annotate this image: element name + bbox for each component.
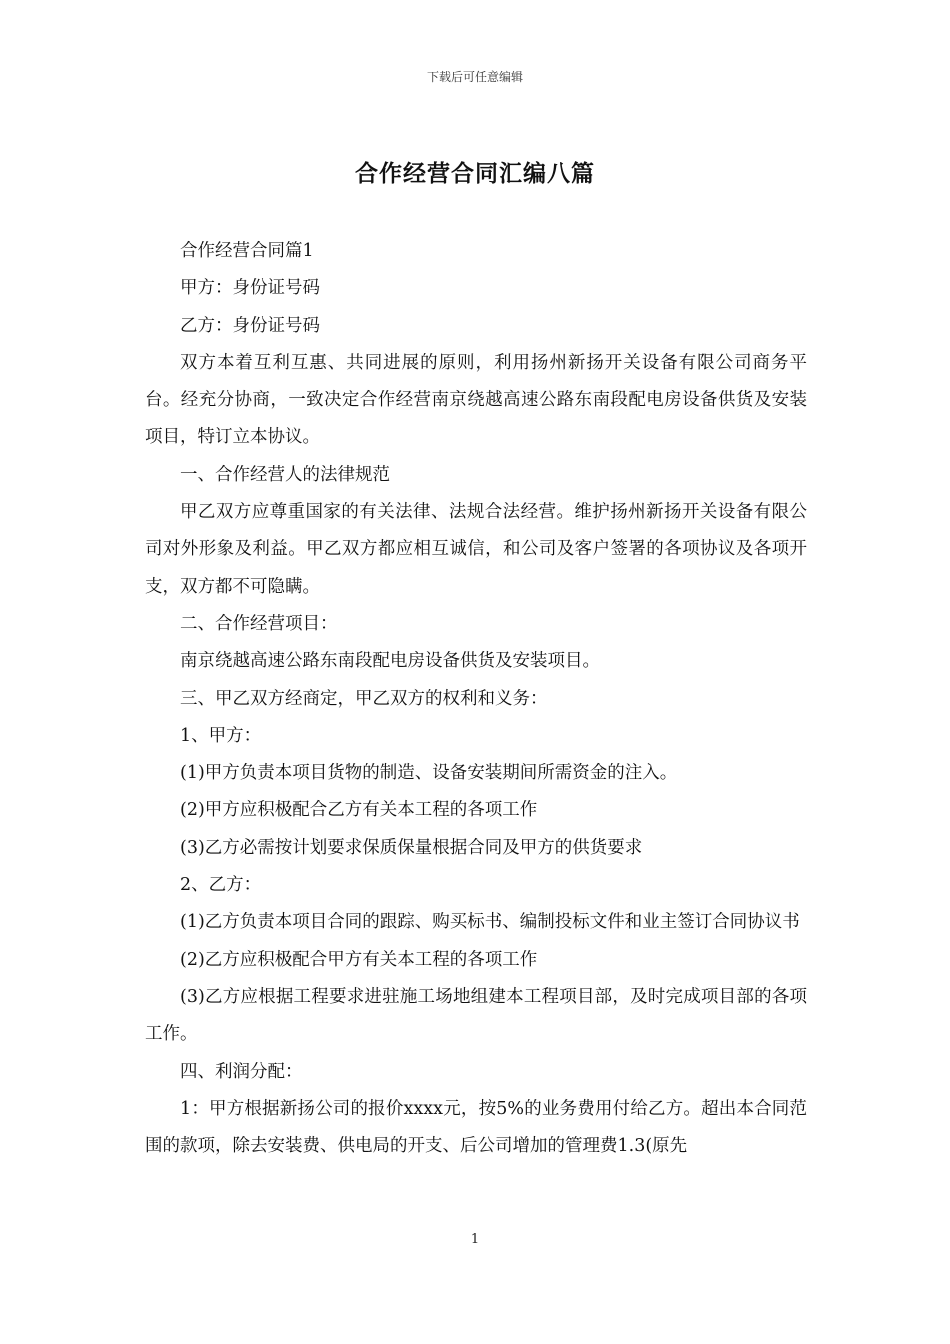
preamble-paragraph: 双方本着互利互惠、共同进展的原则，利用扬州新扬开关设备有限公司商务平台。经充分协商，一致决定合作经营南京绕越高速公路东南段配电房设备供货及安装项目，特订立本协议。 — [145, 352, 807, 448]
profit-item-1: 1：甲方根据新扬公司的报价xxxx元，按5%的业务费用付给乙方。超出本合同范围的款项，除去安装费、供电局的开支、后公司增加的管理费1.3(原先 — [145, 1098, 807, 1157]
party-a-heading: 1、甲方： — [180, 725, 262, 746]
party-a-item-3: (3)乙方必需按计划要求保质保量根据合同及甲方的供货要求 — [180, 837, 643, 858]
clause-heading-3: 三、甲乙双方经商定，甲乙双方的权利和义务： — [180, 688, 548, 709]
clause-heading-4: 四、利润分配： — [180, 1061, 303, 1082]
party-a-line: 甲方：身份证号码 — [180, 278, 320, 299]
party-a-item-2: (2)甲方应积极配合乙方有关本工程的各项工作 — [180, 800, 538, 821]
party-b-item-2: (2)乙方应积极配合甲方有关本工程的各项工作 — [180, 949, 538, 970]
party-b-item-1: (1)乙方负责本项目合同的跟踪、购买标书、编制投标文件和业主签订合同协议书 — [180, 912, 800, 933]
party-b-line: 乙方：身份证号码 — [180, 315, 320, 336]
party-b-heading: 2、乙方： — [180, 875, 262, 896]
party-b-item-3: (3)乙方应根据工程要求进驻施工场地组建本工程项目部，及时完成项目部的各项工作。 — [145, 986, 807, 1045]
document-title: 合作经营合同汇编八篇 — [355, 161, 595, 187]
section-heading: 合作经营合同篇1 — [180, 241, 314, 261]
document-body — [145, 233, 807, 1165]
clause-heading-1: 一、合作经营人的法律规范 — [180, 464, 390, 485]
clause-heading-2: 二、合作经营项目： — [180, 613, 338, 634]
party-a-item-1: (1)甲方负责本项目货物的制造、设备安装期间所需资金的注入。 — [180, 763, 678, 784]
header-note: 下载后可任意编辑 — [426, 70, 523, 84]
project-description: 南京绕越高速公路东南段配电房设备供货及安装项目。 — [180, 651, 600, 672]
clause-paragraph-1: 甲乙双方应尊重国家的有关法律、法规合法经营。维护扬州新扬开关设备有限公司对外形象及利益。甲乙双方都应相互诚信，和公司及客户签署的各项协议及各项开支，双方都不可隐瞒。 — [145, 502, 807, 597]
page-number: 1 — [470, 1232, 480, 1247]
